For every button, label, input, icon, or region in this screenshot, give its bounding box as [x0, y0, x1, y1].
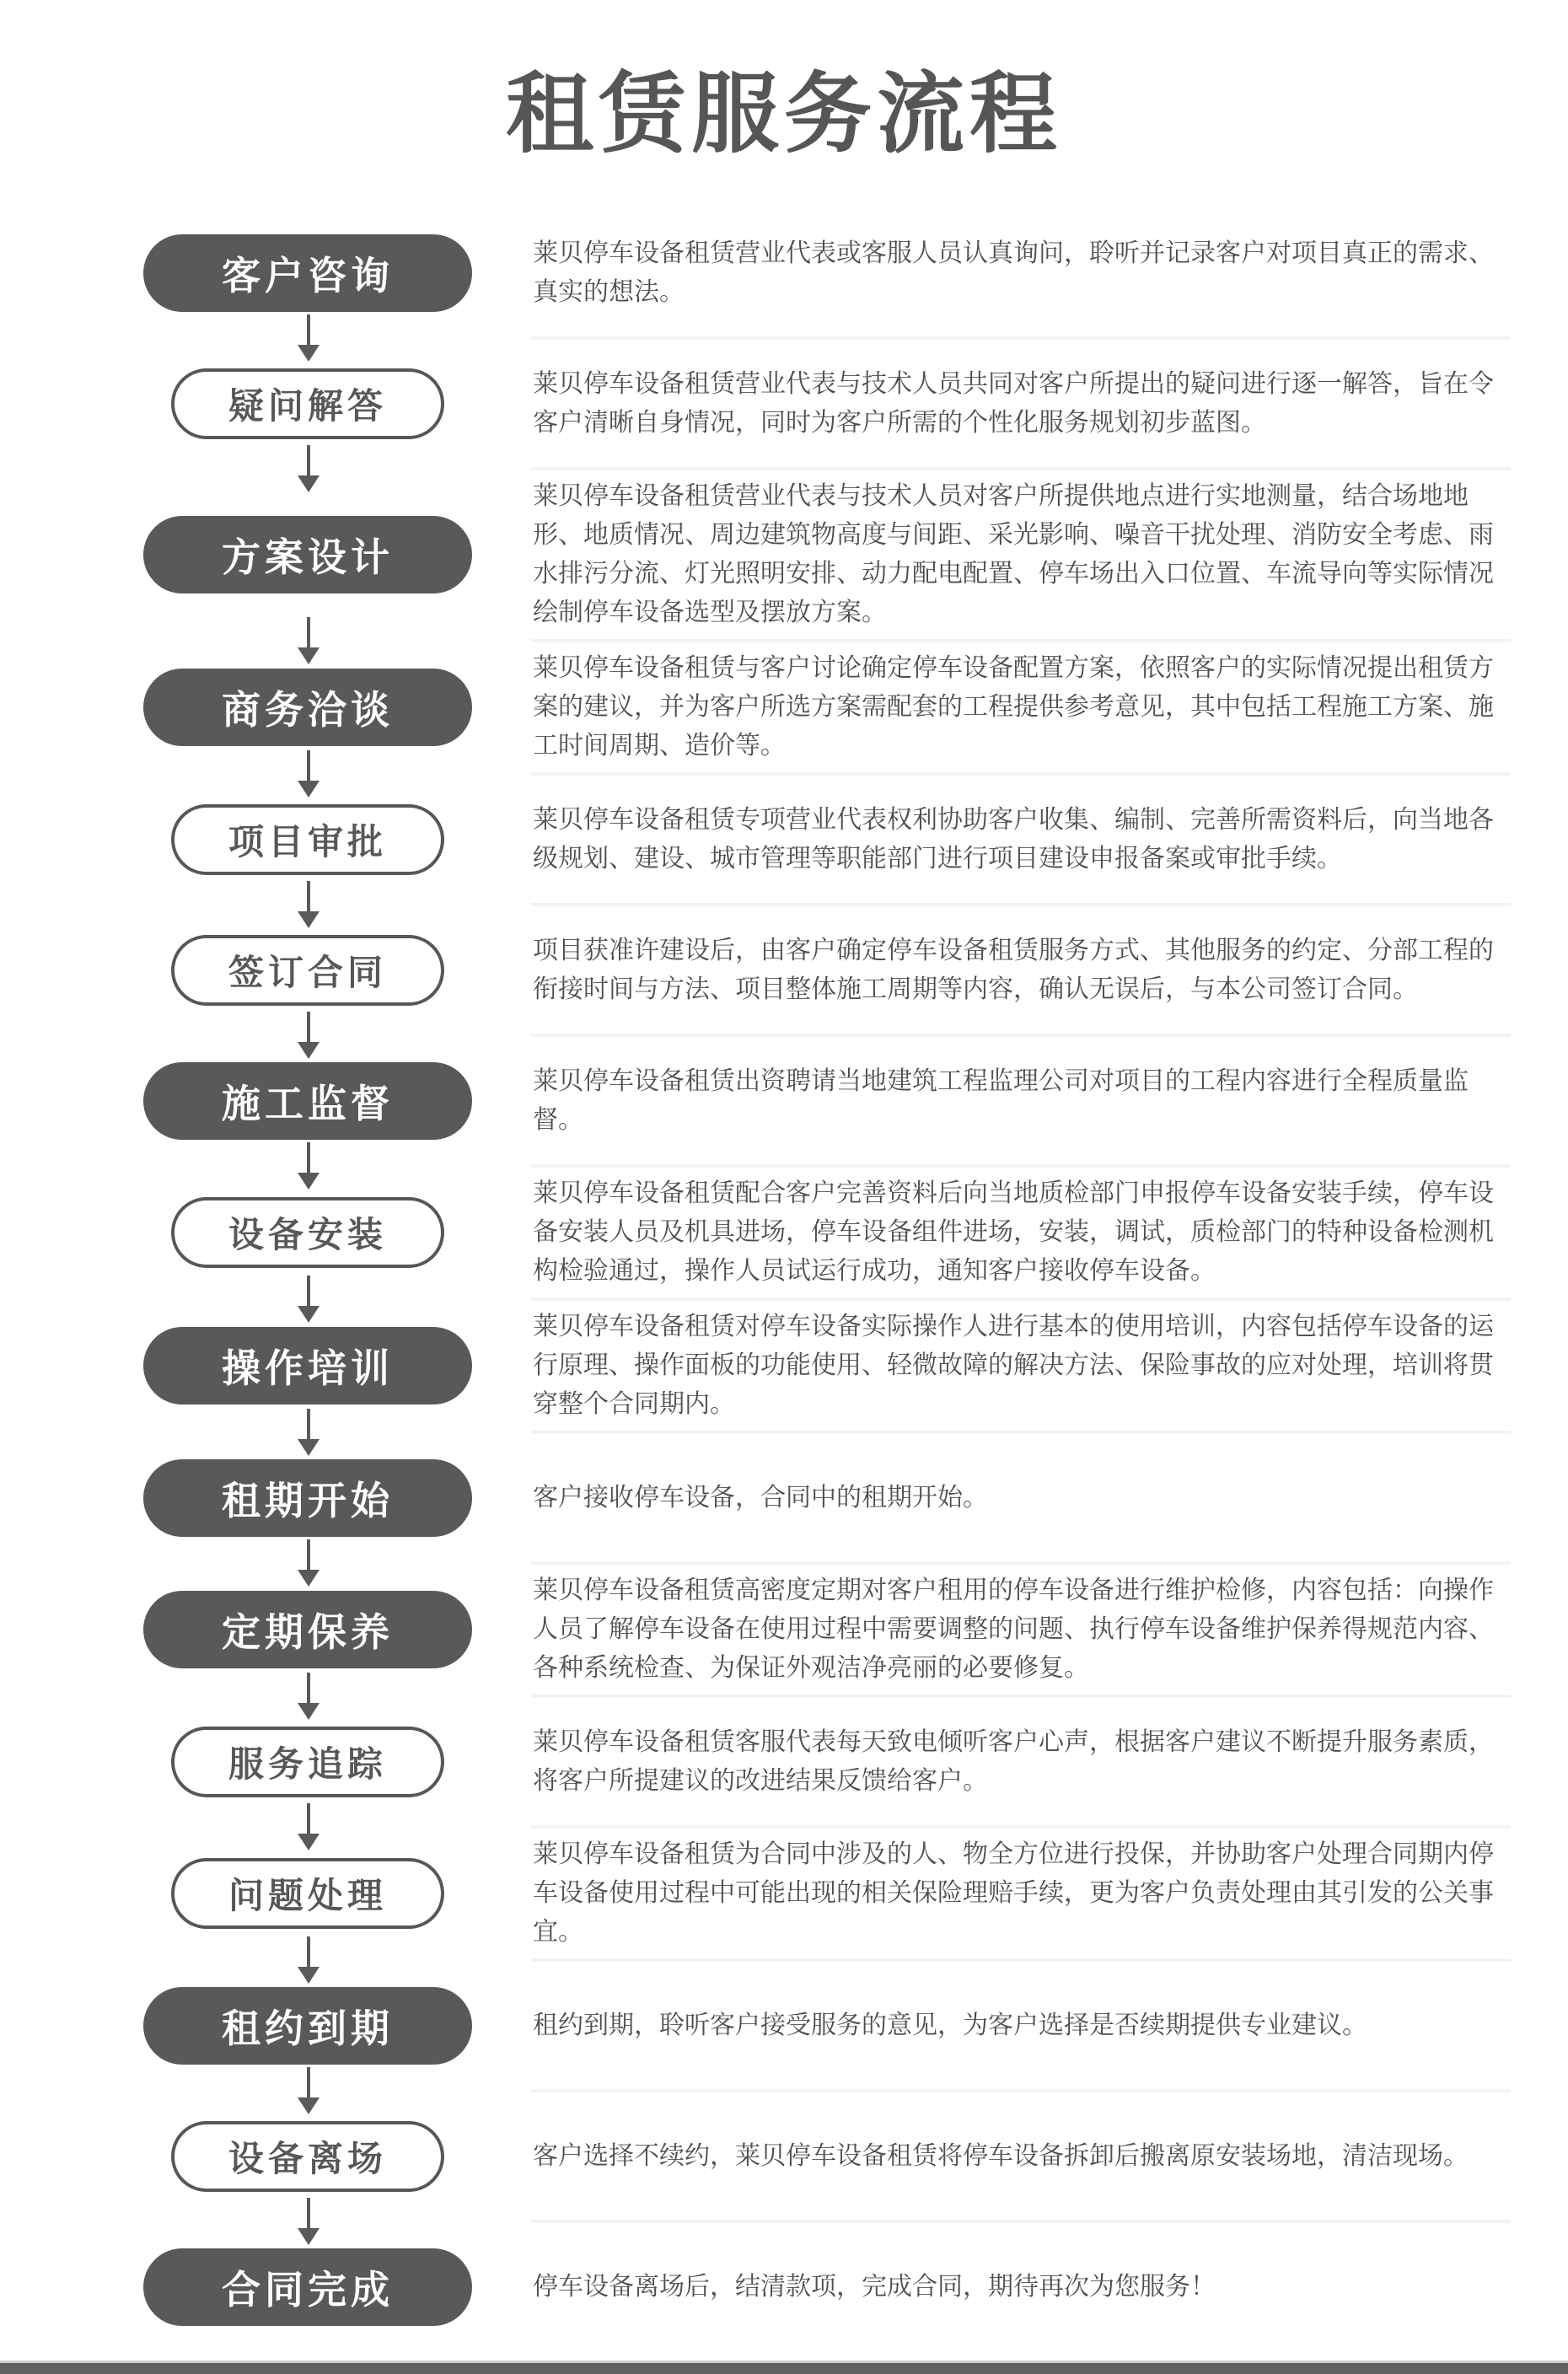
step-description: 租约到期，聆听客户接受服务的意见，为客户选择是否续期提供专业建议。	[533, 2010, 1367, 2040]
flow-row-2	[0, 338, 1568, 469]
pill-column	[0, 905, 524, 1035]
step-description: 停车设备离场后，结清款项，完成合同，期待再次为您服务！	[533, 2271, 1216, 2301]
step-pill-9	[143, 1327, 472, 1405]
bottom-bar	[0, 2361, 1568, 2374]
down-arrow-icon	[296, 1673, 321, 1720]
flow-row-15	[0, 2091, 1568, 2221]
pill-column	[0, 2221, 524, 2352]
step-label: 设备离场	[228, 2137, 387, 2179]
step-label: 客户咨询	[222, 252, 394, 298]
step-label: 设备安装	[228, 1214, 387, 1255]
down-arrow-icon	[296, 1936, 321, 1984]
step-pill-16	[143, 2248, 472, 2326]
step-pill-11	[143, 1591, 472, 1668]
step-description: 客户接收停车设备，合同中的租期开始。	[533, 1482, 988, 1512]
flow-row-3	[0, 469, 1568, 641]
step-label: 商务洽谈	[222, 687, 394, 733]
step-description: 客户选择不续约，莱贝停车设备租赁将停车设备拆卸后搬离原安装场地，清洁现场。	[533, 2140, 1469, 2171]
down-arrow-icon	[296, 445, 321, 492]
step-description: 莱贝停车设备租赁为合同中涉及的人、物全方位进行投保，并协助客户处理合同期内停车设备使用过程中可能出现的相关保险理赔手续，更为客户负责处理由其引发的公关事宜。	[533, 1840, 1494, 1947]
step-description: 莱贝停车设备租赁营业代表与技术人员对客户所提供地点进行实地测量，结合场地地形、地质情况、周边建筑物高度与间距、采光影响、噪音干扰处理、消防安全考虑、雨水排污分流、灯光照明安排、动力配电配置、停车场出入口位置、车流导向等实际情况绘制停车设备选型及摆放方案。	[533, 481, 1494, 627]
pill-column	[0, 338, 524, 469]
flow-row-14	[0, 1960, 1568, 2091]
step-description: 莱贝停车设备租赁与客户讨论确定停车设备配置方案，依照客户的实际情况提出租赁方案的建议，并为客户所选方案需配套的工程提供参考意见，其中包括工程施工方案、施工时间周期、造价等。	[533, 653, 1494, 760]
page-title: 租赁服务流程	[505, 62, 1062, 165]
flow-row-16	[0, 2221, 1568, 2352]
flow-row-1	[0, 207, 1568, 338]
step-pill-1	[143, 234, 472, 312]
step-pill-8	[171, 1197, 444, 1268]
step-label: 项目审批	[228, 820, 387, 862]
step-description: 莱贝停车设备租赁客服代表每天致电倾听客户心声，根据客户建议不断提升服务素质，将客户所提建议的改进结果反馈给客户。	[533, 1727, 1494, 1796]
step-pill-15	[171, 2121, 444, 2192]
step-label: 操作培训	[222, 1345, 394, 1391]
down-arrow-icon	[296, 1012, 321, 1059]
flow-row-10	[0, 1432, 1568, 1563]
down-arrow-icon	[296, 1803, 321, 1850]
step-pill-7	[143, 1062, 472, 1140]
step-label: 疑问解答	[228, 384, 387, 427]
down-arrow-icon	[296, 2198, 321, 2245]
down-arrow-icon	[296, 1409, 321, 1456]
step-label: 施工监督	[222, 1080, 394, 1126]
down-arrow-icon	[296, 750, 321, 798]
step-description: 莱贝停车设备租赁营业代表与技术人员共同对客户所提出的疑问进行逐一解答，旨在令客户清晰自身情况，同时为客户所需的个性化服务规划初步蓝图。	[533, 368, 1494, 438]
pill-column	[0, 2091, 524, 2221]
step-description: 莱贝停车设备租赁出资聘请当地建筑工程监理公司对项目的工程内容进行全程质量监督。	[533, 1066, 1469, 1135]
flow-row-6	[0, 905, 1568, 1035]
flow-row-7	[0, 1035, 1568, 1166]
step-description: 莱贝停车设备租赁专项营业代表权利协助客户收集、编制、完善所需资料后，向当地各级规划、建设、城市管理等职能部门进行项目建设申报备案或审批手续。	[533, 804, 1494, 873]
step-pill-5	[171, 804, 444, 875]
down-arrow-icon	[296, 2067, 321, 2114]
pill-column	[0, 207, 524, 338]
step-pill-2	[171, 368, 444, 439]
down-arrow-icon	[296, 314, 321, 362]
pill-column	[0, 469, 524, 641]
step-label: 租约到期	[222, 2005, 394, 2051]
step-pill-3	[143, 516, 472, 594]
step-pill-12	[171, 1727, 444, 1797]
step-pill-13	[171, 1858, 444, 1929]
flow-row-9	[0, 1299, 1568, 1432]
step-label: 服务追踪	[228, 1743, 387, 1785]
flow-row-4	[0, 641, 1568, 774]
flow-row-12	[0, 1696, 1568, 1827]
flow-row-11	[0, 1563, 1568, 1696]
step-pill-14	[143, 1987, 472, 2065]
pill-column	[0, 1299, 524, 1432]
step-description: 莱贝停车设备租赁对停车设备实际操作人进行基本的使用培训，内容包括停车设备的运行原理、操作面板的功能使用、轻微故障的解决方法、保险事故的应对处理，培训将贯穿整个合同期内。	[533, 1312, 1494, 1419]
step-description: 莱贝停车设备租赁配合客户完善资料后向当地质检部门申报停车设备安装手续，停车设备安装人员及机具进场，停车设备组件进场，安装，调试，质检部门的特种设备检测机构检验通过，操作人员试运行成功，通知客户接收停车设备。	[533, 1179, 1494, 1286]
step-label: 签订合同	[228, 951, 387, 993]
pill-column	[0, 641, 524, 774]
pill-column	[0, 1432, 524, 1563]
step-description: 莱贝停车设备租赁高密度定期对客户租用的停车设备进行维护检修，内容包括：向操作人员了解停车设备在使用过程中需要调整的问题、执行停车设备维护保养得规范内容、各种系统检查、为保证外观洁净亮丽的必要修复。	[533, 1576, 1494, 1683]
down-arrow-icon	[296, 1276, 321, 1323]
pill-column	[0, 1035, 524, 1166]
step-description: 莱贝停车设备租赁营业代表或客服人员认真询问，聆听并记录客户对项目真正的需求、真实的想法。	[533, 238, 1494, 307]
pill-column	[0, 1827, 524, 1960]
pill-column	[0, 774, 524, 905]
pill-column	[0, 1960, 524, 2091]
pill-column	[0, 1166, 524, 1299]
step-label: 问题处理	[228, 1875, 387, 1916]
down-arrow-icon	[296, 617, 321, 664]
flow-row-8	[0, 1166, 1568, 1299]
step-pill-6	[171, 935, 444, 1006]
step-description: 项目获准许建设后，由客户确定停车设备租赁服务方式、其他服务的约定、分部工程的衔接时间与方法、项目整体施工周期等内容，确认无误后，与本公司签订合同。	[533, 935, 1494, 1004]
pill-column	[0, 1696, 524, 1827]
flow-row-5	[0, 774, 1568, 905]
down-arrow-icon	[296, 881, 321, 928]
step-label: 定期保养	[222, 1609, 394, 1655]
flow-row-13	[0, 1827, 1568, 1960]
flowchart	[0, 207, 1568, 2352]
step-label: 方案设计	[222, 534, 394, 580]
step-label: 租期开始	[222, 1477, 394, 1523]
step-pill-4	[143, 669, 472, 746]
step-label: 合同完成	[222, 2266, 394, 2312]
step-pill-10	[143, 1459, 472, 1537]
down-arrow-icon	[296, 1142, 321, 1190]
pill-column	[0, 1563, 524, 1696]
down-arrow-icon	[296, 1539, 321, 1587]
